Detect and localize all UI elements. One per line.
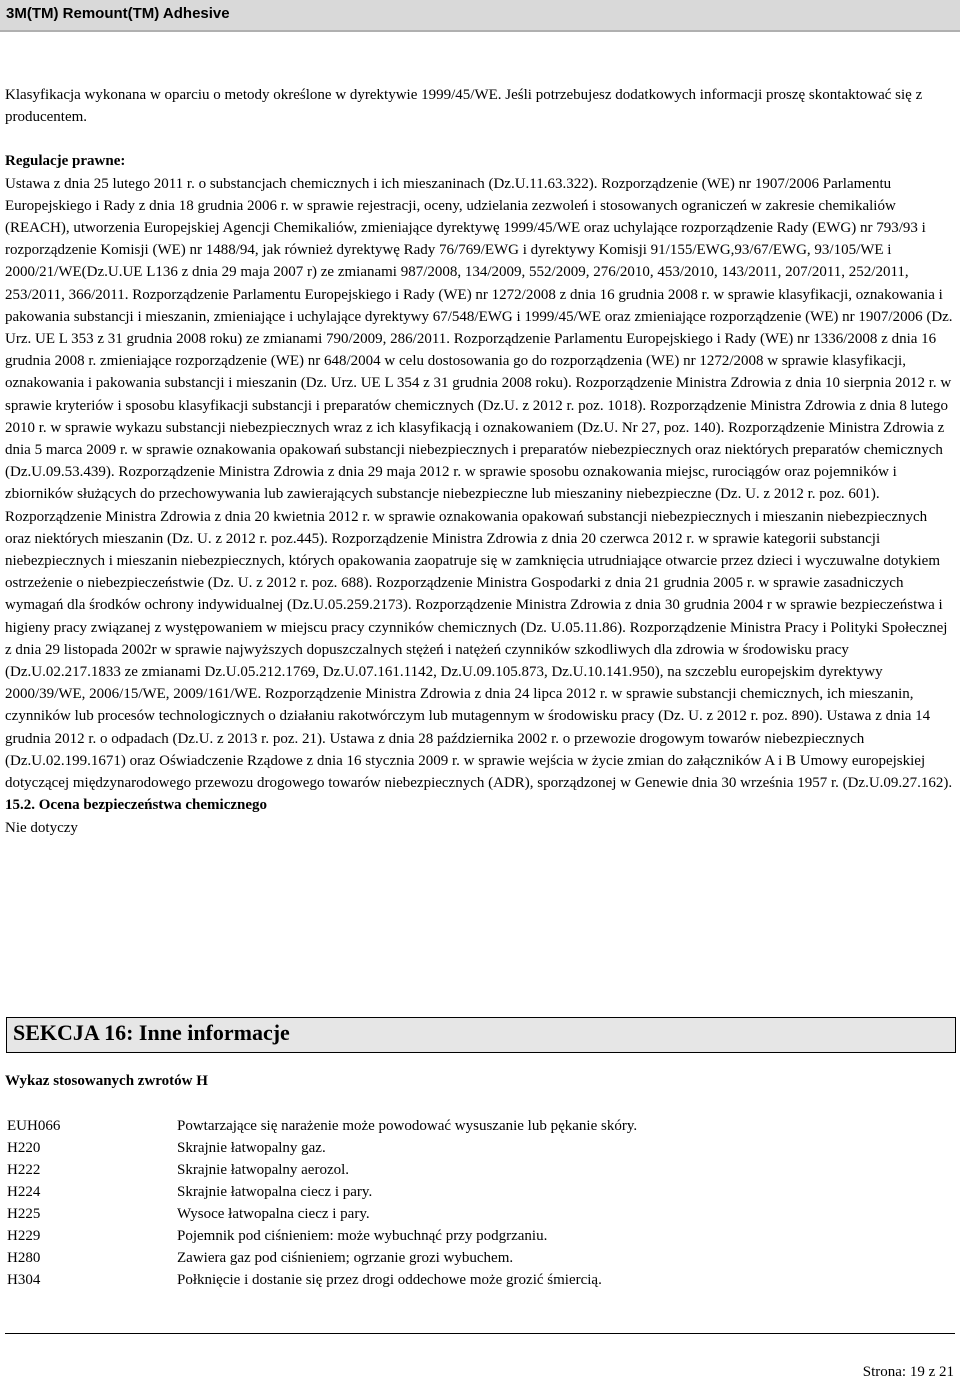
list-item: [7, 1181, 637, 1203]
phrase-text: Pojemnik pod ciśnieniem: może wybuchnąć przy podgrzaniu.: [177, 1228, 548, 1244]
phrase-text: Połknięcie i dostanie się przez drogi oddechowe może grozić śmiercią.: [177, 1272, 602, 1288]
phrase-text: Skrajnie łatwopalny aerozol.: [177, 1162, 350, 1178]
phrase-code: H280: [7, 1250, 41, 1266]
phrase-code: EUH066: [7, 1118, 61, 1134]
footer-divider: [5, 1333, 955, 1334]
list-item: [7, 1247, 637, 1269]
section-16-title: SEKCJA 16: Inne informacje: [13, 1020, 290, 1045]
phrase-text: Zawiera gaz pod ciśnieniem; ogrzanie grozi wybuchem.: [177, 1250, 514, 1266]
phrase-code: H225: [7, 1206, 41, 1222]
page-number: Strona: 19 z 21: [862, 1364, 954, 1380]
phrase-text: Skrajnie łatwopalny gaz.: [177, 1140, 326, 1156]
product-title: 3M(TM) Remount(TM) Adhesive: [6, 5, 230, 22]
section-15-2-value: Nie dotyczy: [5, 819, 78, 836]
document-body: [5, 84, 955, 839]
list-item: [7, 1269, 637, 1291]
list-item: [7, 1137, 637, 1159]
h-phrases-heading: Wykaz stosowanych zwrotów H: [5, 1073, 208, 1089]
list-item: [7, 1203, 637, 1225]
phrase-text: Powtarzające się narażenie może powodować wysuszanie lub pękanie skóry.: [177, 1118, 638, 1134]
phrase-code: H304: [7, 1272, 41, 1288]
phrase-code: H222: [7, 1162, 41, 1178]
h-phrases-list: [7, 1115, 637, 1291]
document-header: [0, 0, 960, 32]
list-item: [7, 1115, 637, 1137]
phrase-code: H224: [7, 1184, 41, 1200]
section-16-header: [6, 1017, 956, 1053]
phrase-text: Skrajnie łatwopalna ciecz i pary.: [177, 1184, 373, 1200]
phrase-code: H220: [7, 1140, 41, 1156]
section-15-2-heading: 15.2. Ocena bezpieczeństwa chemicznego: [5, 797, 268, 814]
phrase-code: H229: [7, 1228, 41, 1244]
regulations-heading: Regulacje prawne:: [5, 153, 126, 170]
classification-note: Klasyfikacja wykonana w oparciu o metody określone w dyrektywie 1999/45/WE. Jeśli potrzebujesz dodatkowych informacji proszę skontaktować się z producentem.: [5, 87, 923, 126]
list-item: [7, 1159, 637, 1181]
regulations-text: Ustawa z dnia 25 lutego 2011 r. o substancjach chemicznych i ich mieszaninach (Dz.U.11.63.322). Rozporządzenie (WE) nr 1907/2006 Parlamentu Europejskiego i Rady z dnia 18 grudnia 2006 r. w sprawie rejestracji, oceny, udzielania zezwoleń i stosowanych ograniczeń w zakresie chemikaliów (REACH), utworzenia Europejskiej Agencji Chemikaliów, zmieniające dyrektywę 1999/45/WE oraz uchylające rozporządzenie Rady (EWG) nr 793/93 i rozporządzenie Komisji (WE) nr 1488/94, jak również dyrektywę Rady 76/769/EWG i dyrektywy Komisji 91/155/EWG,93/67/EWG, 93/105/WE i 2000/21/WE(Dz.U.UE L136 z dnia 29 maja 2007 r) ze zmianami 987/2008, 134/2009, 552/2009, 276/2010, 453/2010, 143/2011, 207/2011, 252/2011, 253/2011, 366/2011. Rozporządzenie Parlamentu Europejskiego i Rady (WE) nr 1272/2008 z dnia 16 grudnia 2008 r. w sprawie klasyfikacji, oznakowania i pakowania substancji i mieszanin, zmieniające i uchylające dyrektywy 67/548/EWG i 1999/45/WE oraz zmieniające rozporządzenie (WE) nr 1907/2006 (Dz. Urz. UE L 353 z 31 grudnia 2008 roku) ze zmianami 790/2009, 286/2011. Rozporządzenie Parlamentu Europejskiego i Rady (WE) nr 1336/2008 z dnia 16 grudnia 2008 r. zmieniające rozporządzenie (WE) nr 648/2004 w celu dostosowania go do rozporządzenia (WE) nr 1272/2008 w sprawie klasyfikacji, oznakowania i pakowania substancji i mieszanin (Dz. Urz. UE L 354 z 31 grudnia 2008 roku). Rozporządzenie Ministra Zdrowia z dnia 10 sierpnia 2012 r. w sprawie kryteriów i sposobu klasyfikacji substancji i preparatów chemicznych (Dz.U. z 2012 r. poz. 1018). Rozporządzenie Ministra Zdrowia z dnia 8 lutego 2010 r. w sprawie wykazu substancji niebezpiecznych wraz z ich klasyfikacją i oznakowaniem (Dz.U. Nr 27, poz. 140). Rozporządzenie Ministra Zdrowia z dnia 5 marca 2009 r. w sprawie oznakowania opakowań substancji niebezpiecznych i preparatów niebezpiecznych oraz niektórych preparatów chemicznych (Dz.U.09.53.439). Rozporządzenie Ministra Zdrowia z dnia 29 maja 2012 r. w sprawie sposobu oznakowania miejsc, rurociągów oraz pojemników i zbiorników służących do przechowywania lub zawierających substancje niebezpieczne lub mieszaniny niebezpieczne (Dz. U. z 2012 r. poz. 601). Rozporządzenie Ministra Zdrowia z dnia 20 kwietnia 2012 r. w sprawie oznakowania opakowań substancji niebezpiecznych i mieszanin niebezpiecznych oraz niektórych mieszanin (Dz. U. z 2012 r. poz.445). Rozporządzenie Ministra Zdrowia z dnia 20 czerwca 2012 r. w sprawie kategorii substancji niebezpiecznych i mieszanin niebezpiecznych, których opakowania zaopatruje się w zamknięcia utrudniające otwarcie przez dzieci i wyczuwalne dotykiem ostrzeżenie o niebezpieczeństwie (Dz. U. z 2012 r. poz. 688). Rozporządzenie Ministra Gospodarki z dnia 21 grudnia 2005 r. w sprawie zasadniczych wymagań dla środków ochrony indywidualnej (Dz.U.05.259.2173). Rozporządzenie Ministra Zdrowia z dnia 30 grudnia 2004 r w sprawie bezpieczeństwa i higieny pracy związanej z występowaniem w miejscu pracy czynników chemicznych (Dz. U.05.11.86). Rozporządzenie Ministra Pracy i Polityki Społecznej z dnia 29 listopada 2002r w sprawie najwyższych dopuszczalnych stężeń i natężeń czynników szkodliwych dla zdrowia w środowisku pracy (Dz.U.02.217.1833 ze zmianami Dz.U.05.212.1769, Dz.U.07.161.1142, Dz.U.09.105.873, Dz.U.10.141.950), na szczeblu europejskim dyrektywy 2000/39/WE, 2006/15/WE, 2009/161/WE. Rozporządzenie Ministra Zdrowia z dnia 24 lipca 2012 r. w sprawie substancji chemicznych, ich mieszanin, czynników lub procesów technologicznych o działaniu rakotwórczym lub mutagennym w środowisku pracy (Dz. U. z 2012 r. poz. 890). Ustawa z dnia 14 grudnia 2012 r. o odpadach (Dz.U. z 2013 r. poz. 21). Ustawa z dnia 28 października 2002 r. o przewozie drogowym towarów niebezpiecznych (Dz.U.02.199.1671) oraz Oświadczenie Rządowe z dnia 16 stycznia 2009 r. w sprawie wejścia w życie zmian do załączników A i B Umowy europejskiej dotyczącej międzynarodowego przewozu drogowego towarów niebezpiecznych (ADR), sporządzonej w Genewie dnia 30 września 1957 r. (Dz.U.09.27.162).: [5, 175, 953, 792]
list-item: [7, 1225, 637, 1247]
phrase-text: Wysoce łatwopalna ciecz i pary.: [177, 1206, 370, 1222]
